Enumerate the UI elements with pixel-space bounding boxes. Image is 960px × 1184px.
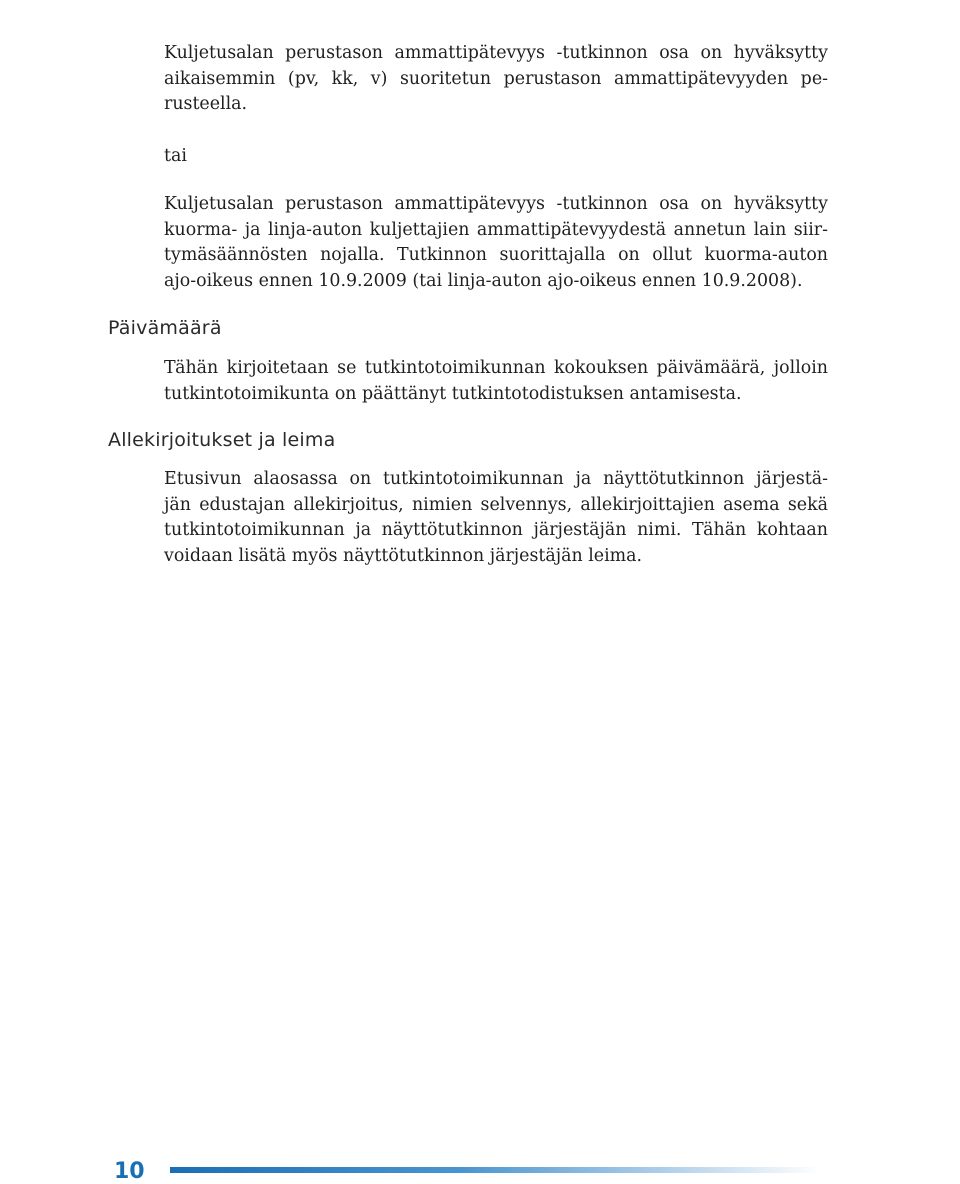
text-line: rusteella. [164,94,248,115]
or-separator [164,144,828,170]
section-heading-signatures: Allekirjoitukset ja leima [108,429,336,451]
text-line: voidaan lisätä myös näyttötutkinnon järjestäjän leima. [164,545,643,566]
or-text: tai [164,146,187,166]
text-line: kuorma- ja linja-auton kuljettajien ammattipätevyydestä annetun lain siir- [164,219,828,240]
paragraph-date-description [164,356,828,407]
text-line: jän edustajan allekirjoitus, nimien selvennys, allekirjoittajien asema sekä [164,494,828,515]
section-heading-date: Päivämäärä [108,317,222,339]
text-line: Kuljetusalan perustason ammattipätevyys -tutkinnon osa on hyväksytty [164,43,828,63]
paragraph-signatures-description [164,467,828,569]
text-line: tutkintotoimikunta on päättänyt tutkintotodistuksen antamisesta. [164,383,742,404]
text-line: Tähän kirjoitetaan se tutkintotoimikunnan kokouksen päivämäärä, jolloin [164,358,828,378]
text-line: ajo-oikeus ennen 10.9.2009 (tai linja-auton ajo-oikeus ennen 10.9.2008). [164,270,803,291]
text-line: Etusivun alaosassa on tutkintotoimikunnan ja näyttötutkinnon järjestä- [164,469,828,489]
footer-gradient-bar [170,1167,820,1173]
text-line: Kuljetusalan perustason ammattipätevyys -tutkinnon osa on hyväksytty [164,194,828,214]
paragraph-prior-qualification [164,41,828,118]
text-line: tymäsäännösten nojalla. Tutkinnon suorittajalla on ollut kuorma-auton [164,245,828,266]
text-line: aikaisemmin (pv, kk, v) suoritetun perustason ammattipätevyyden pe- [164,68,828,89]
paragraph-transitional-provisions [164,192,828,294]
page-number: 10 [114,1159,145,1184]
text-line: tutkintotoimikunnan ja näyttötutkinnon järjestäjän nimi. Tähän kohtaan [164,520,828,541]
